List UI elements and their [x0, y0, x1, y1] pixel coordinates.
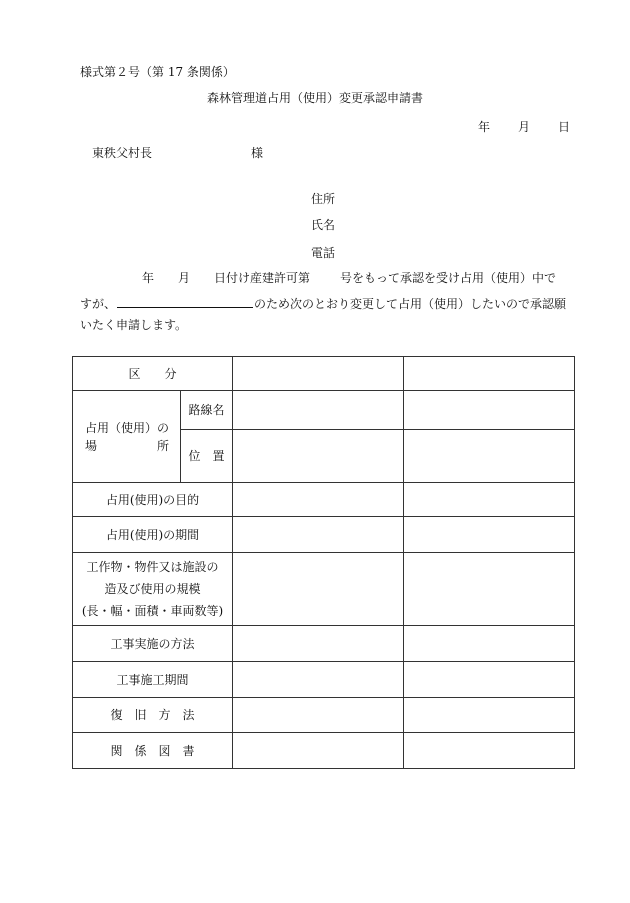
scale-value-1 [233, 553, 404, 626]
route-name-value-1 [233, 391, 404, 430]
applicant-address-label: 住所 [311, 192, 336, 206]
position-label: 位 置 [181, 430, 233, 483]
body-text-3: すが、 [80, 297, 117, 311]
addressee-honorific: 様 [251, 146, 264, 160]
scale-label-line-3: (長・幅・面積・車両数等) [81, 604, 224, 618]
scale-label-line-2: 造及び使用の規模 [104, 582, 201, 596]
period-value-1 [233, 517, 404, 553]
drawings-value-2 [404, 733, 575, 769]
drawings-label: 関 係 図 書 [73, 733, 233, 769]
body-text-2: 号をもって承認を受け占用（使用）中で [340, 271, 557, 285]
restoration-label: 復 旧 方 法 [73, 698, 233, 733]
restoration-value-2 [404, 698, 575, 733]
date-year-label: 年 [477, 120, 490, 134]
position-value-1 [233, 430, 404, 483]
body-line-2 [80, 295, 566, 312]
table-row [73, 391, 575, 430]
route-name-label: 路線名 [181, 391, 233, 430]
purpose-value-2 [404, 483, 575, 517]
scale-label [73, 553, 233, 626]
scale-label-line-1: 工作物・物件又は施設の [86, 560, 219, 574]
addressee-name: 東秩父村長 [92, 146, 153, 160]
purpose-value-1 [233, 483, 404, 517]
application-table [72, 356, 575, 769]
table-row [73, 517, 575, 553]
route-name-value-2 [404, 391, 575, 430]
division-value-2 [404, 357, 575, 391]
period-value-2 [404, 517, 575, 553]
body-text-4: のため次のとおり変更して占用（使用）したいので承認願 [254, 297, 567, 311]
purpose-blank [117, 295, 253, 308]
restoration-value-1 [233, 698, 404, 733]
drawings-value-1 [233, 733, 404, 769]
body-text-1: 日付け産建許可第 [214, 271, 311, 285]
work-method-value-2 [404, 626, 575, 662]
work-period-value-1 [233, 662, 404, 698]
location-label-sho: 所 [156, 438, 169, 453]
applicant-phone-label: 電話 [311, 246, 336, 260]
location-label-line-2 [85, 437, 169, 455]
table-row [73, 698, 575, 733]
body-line-1 [80, 270, 556, 286]
document-title: 森林管理道占用（使用）変更承認申請書 [206, 91, 423, 105]
date-month-label: 月 [517, 120, 530, 134]
scale-value-2 [404, 553, 575, 626]
location-label [73, 391, 181, 483]
date-line [478, 119, 570, 135]
purpose-label: 占用(使用)の目的 [73, 483, 233, 517]
date-day-label: 日 [557, 120, 570, 134]
location-label-ba: 場 [85, 438, 98, 453]
table-row [73, 553, 575, 626]
location-label-line-1: 占用（使用）の [85, 420, 170, 435]
applicant-name-label: 氏名 [311, 218, 336, 232]
work-method-value-1 [233, 626, 404, 662]
division-label: 区 分 [73, 357, 233, 391]
position-value-2 [404, 430, 575, 483]
body-year: 年 [142, 271, 155, 285]
table-row [73, 483, 575, 517]
period-label: 占用(使用)の期間 [73, 517, 233, 553]
table-row [73, 626, 575, 662]
work-method-label: 工事実施の方法 [73, 626, 233, 662]
table-row [73, 662, 575, 698]
body-month: 月 [178, 271, 191, 285]
table-row [73, 357, 575, 391]
work-period-value-2 [404, 662, 575, 698]
body-line-3: いたく申請します。 [80, 318, 188, 332]
form-number: 様式第２号（第 17 条関係） [80, 65, 235, 79]
division-value-1 [233, 357, 404, 391]
work-period-label: 工事施工期間 [73, 662, 233, 698]
table-row [73, 733, 575, 769]
